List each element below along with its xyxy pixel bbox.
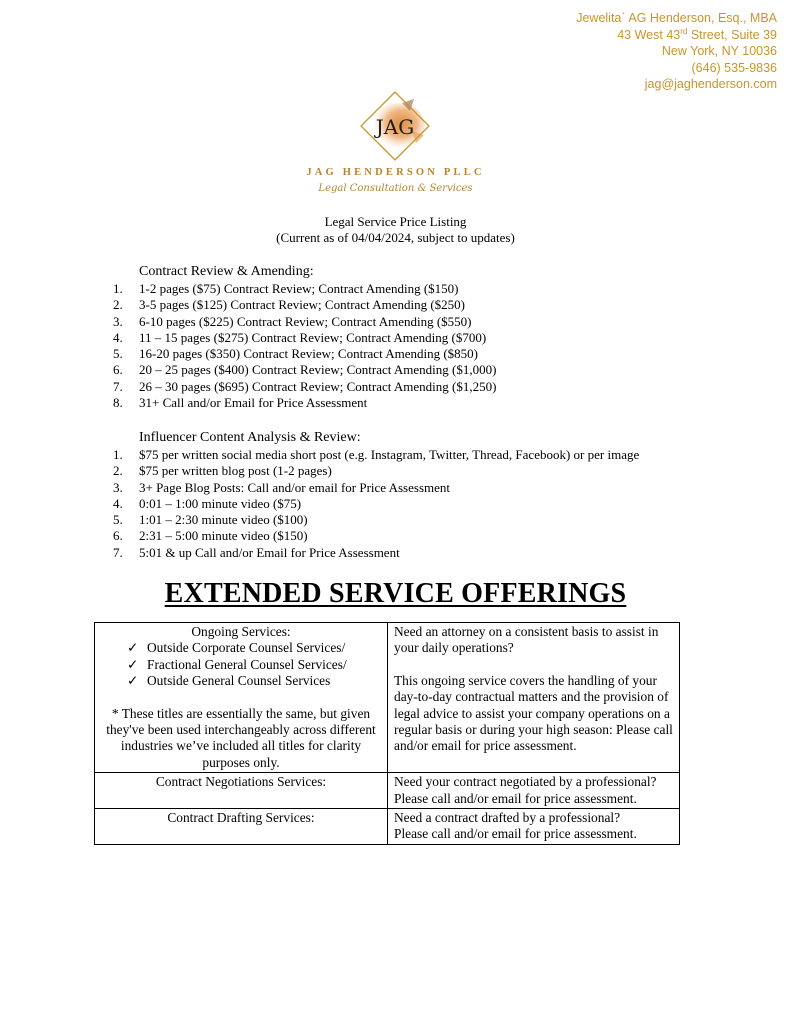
ongoing-description-cell xyxy=(388,623,680,773)
phone-number: (646) 535-9836 xyxy=(691,60,777,75)
drafting-services-heading: Contract Drafting Services: xyxy=(167,810,315,826)
street-address xyxy=(576,27,777,44)
drafting-services-cell xyxy=(95,809,388,845)
document-title-block xyxy=(0,214,791,246)
list-item: ✓ Outside General Counsel Services xyxy=(127,673,331,689)
negotiation-description-intro: Need your contract negotiated by a professional? xyxy=(394,774,657,790)
firm-name: JAG HENDERSON PLLC xyxy=(306,167,485,178)
street-ordinal: rd xyxy=(680,26,688,36)
list-item: 8. 31+ Call and/or Email for Price Assessment xyxy=(113,395,368,411)
list-item: ✓ Outside Corporate Counsel Services/ xyxy=(127,640,346,656)
ongoing-description-intro: Need an attorney on a consistent basis to assist in your daily operations? xyxy=(394,624,659,656)
list-item: 5. 1:01 – 2:30 minute video ($100) xyxy=(113,512,308,528)
list-item: 7. 26 – 30 pages ($695) Contract Review; Contract Amending ($1,250) xyxy=(113,378,497,394)
ongoing-services-cell xyxy=(95,623,388,773)
ongoing-services-list xyxy=(101,640,381,689)
list-item: 6. 20 – 25 pages ($400) Contract Review; Contract Amending ($1,000) xyxy=(113,362,497,378)
firm-tagline: Legal Consultation & Services xyxy=(318,183,473,194)
attorney-name: Jewelita` AG Henderson, Esq., MBA xyxy=(576,11,777,25)
influencer-list xyxy=(113,447,639,561)
contract-review-list xyxy=(113,281,496,411)
drafting-description-detail: Please call and/or email for price assessment. xyxy=(394,826,637,842)
list-item: 6. 2:31 – 5:00 minute video ($150) xyxy=(113,528,308,544)
list-item: ✓ Fractional General Counsel Services/ xyxy=(127,656,347,672)
email-address: jag@jaghenderson.com xyxy=(644,77,777,91)
negotiation-description-detail: Please call and/or email for price assessment. xyxy=(394,790,637,806)
ongoing-description-detail: This ongoing service covers the handling of your day-to-day contractual matters and the provision of legal advice to assist your company operations on a regular basis or during your high season: Please call and/or email for price assessment. xyxy=(394,672,673,754)
negotiation-description-cell xyxy=(388,773,680,809)
logo-monogram: JAG xyxy=(375,115,415,139)
check-icon: ✓ xyxy=(127,656,139,672)
check-icon: ✓ xyxy=(127,673,139,689)
document-subtitle: (Current as of 04/04/2024, subject to updates) xyxy=(276,230,515,245)
drafting-description-intro: Need a contract drafted by a professional? xyxy=(394,810,621,826)
extended-services-table xyxy=(94,622,680,845)
list-item: 4. 0:01 – 1:00 minute video ($75) xyxy=(113,495,302,511)
list-item: 5. 16-20 pages ($350) Contract Review; Contract Amending ($850) xyxy=(113,346,479,362)
influencer-heading: Influencer Content Analysis & Review: xyxy=(139,430,361,445)
list-item: 4. 11 – 15 pages ($275) Contract Review; Contract Amending ($700) xyxy=(113,329,487,345)
negotiation-services-heading: Contract Negotiations Services: xyxy=(155,774,327,790)
street-number: 43 West 43 xyxy=(617,27,681,42)
ongoing-services-heading: Ongoing Services: xyxy=(191,624,291,639)
list-item: 2. 3-5 pages ($125) Contract Review; Contract Amending ($250) xyxy=(113,297,466,313)
document-title: Legal Service Price Listing xyxy=(324,214,467,229)
table-row xyxy=(95,773,680,809)
list-item: 1. 1-2 pages ($75) Contract Review; Contract Amending ($150) xyxy=(113,281,459,296)
city-line: New York, NY 10036 xyxy=(661,44,777,58)
drafting-description-cell xyxy=(388,809,680,845)
contract-review-heading: Contract Review & Amending: xyxy=(139,264,314,279)
list-item: 2. $75 per written blog post (1-2 pages) xyxy=(113,463,332,479)
street-name: Street, Suite 39 xyxy=(687,27,777,42)
extended-services-title: EXTENDED SERVICE OFFERINGS xyxy=(164,578,627,609)
check-icon: ✓ xyxy=(127,640,139,656)
list-item: 1. $75 per written social media short post (e.g. Instagram, Twitter, Thread, Facebook) or per image xyxy=(113,447,640,462)
list-item: 3. 3+ Page Blog Posts: Call and/or email for Price Assessment xyxy=(113,479,450,495)
table-row xyxy=(95,809,680,845)
letterhead xyxy=(576,10,777,93)
ongoing-footnote: * These titles are essentially the same, but given they've been used interchangeably across different industries we’ve included all titles for clarity purposes only. xyxy=(106,705,376,770)
list-item: 7. 5:01 & up Call and/or Email for Price Assessment xyxy=(113,544,400,560)
table-row xyxy=(95,623,680,773)
firm-logo xyxy=(352,83,438,169)
negotiation-services-cell xyxy=(95,773,388,809)
list-item: 3. 6-10 pages ($225) Contract Review; Contract Amending ($550) xyxy=(113,313,472,329)
